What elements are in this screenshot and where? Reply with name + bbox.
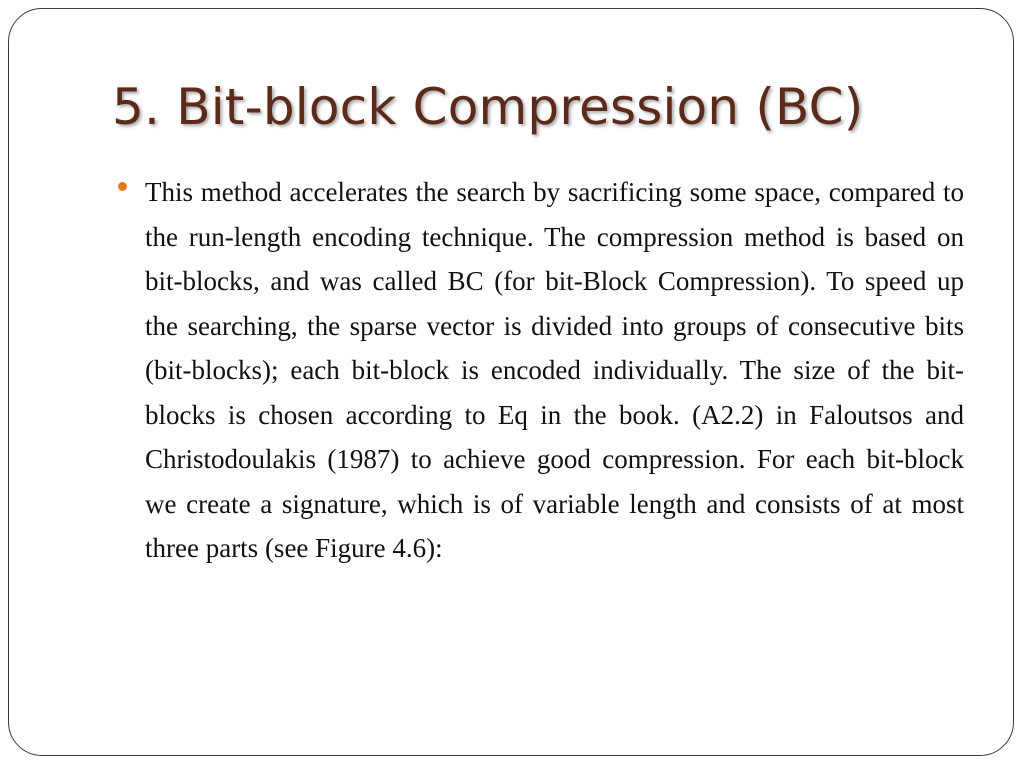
slide-title: 5. Bit-block Compression (BC)	[112, 78, 864, 136]
bullet-list	[118, 170, 964, 571]
bullet-text: This method accelerates the search by sacrificing some space, compared to the run-length encoding technique. The compression method is based on bit-blocks, and was called BC (for bit-Block Compression). To speed up the searching, the sparse vector is divided into groups of consecutive bits (bit-blocks); each bit-block is encoded individually. The size of the bit-blocks is chosen according to Eq in the book. (A2.2) in Faloutsos and Christodoulakis (1987) to achieve good compression. For each bit-block we create a signature, which is of variable length and consists of at most three parts (see Figure 4.6):	[145, 177, 964, 563]
bullet-item	[118, 170, 964, 571]
bullet-dot-icon	[118, 182, 127, 191]
